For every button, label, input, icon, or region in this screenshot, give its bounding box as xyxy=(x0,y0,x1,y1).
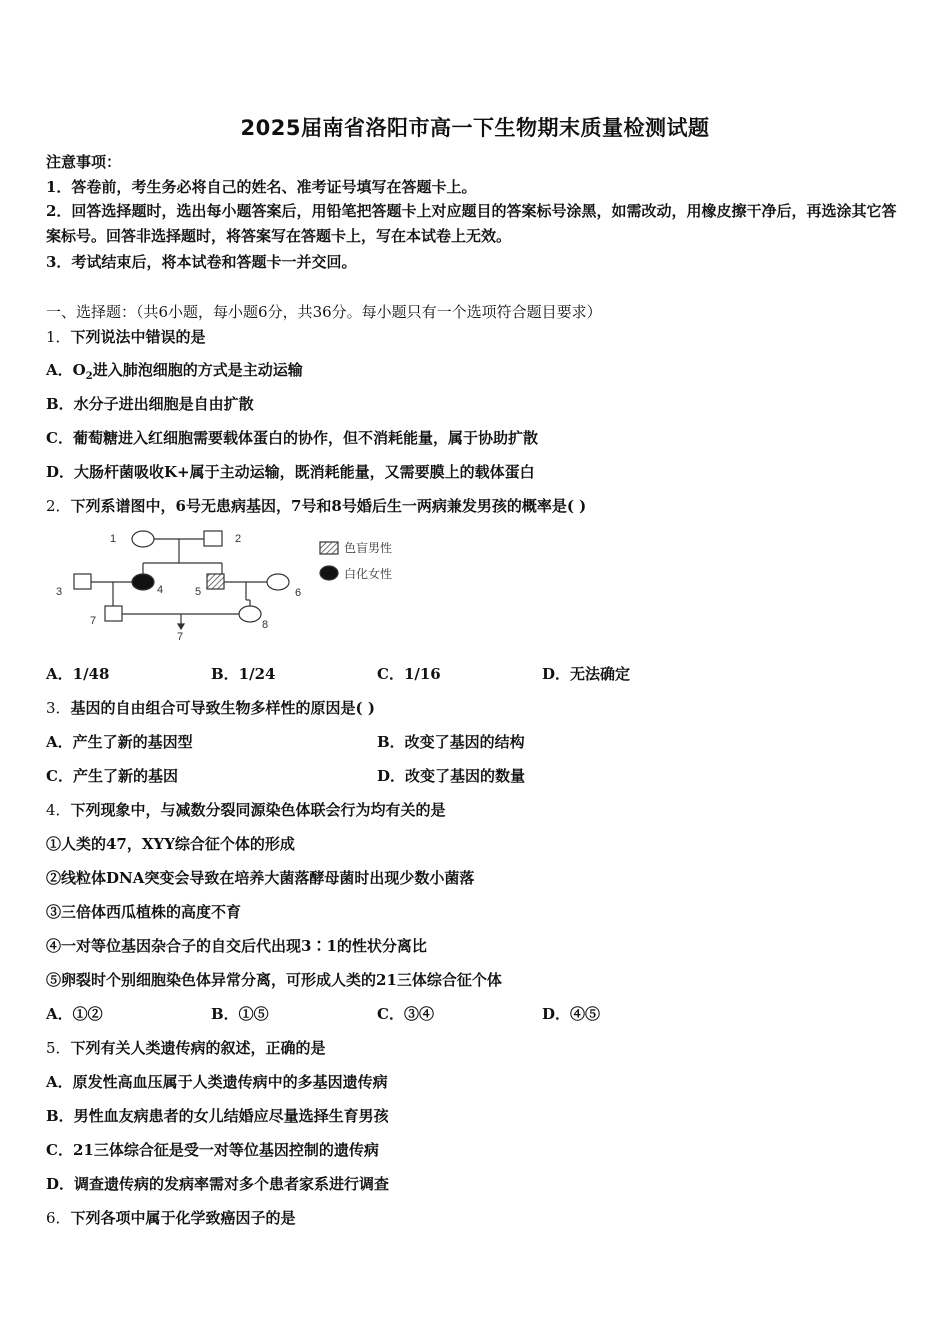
pedigree-label-2: 2 xyxy=(235,533,242,545)
pedigree-label-7: 7 xyxy=(90,615,97,627)
question-number: 5． xyxy=(46,1039,71,1057)
question-number: 6． xyxy=(46,1209,71,1227)
q4-option-d: D．④⑤ xyxy=(542,1005,601,1023)
question-1 xyxy=(46,327,206,347)
question-stem: 下列说法中错误的是 xyxy=(70,328,206,346)
q2-option-d: D．无法确定 xyxy=(542,665,631,683)
q4-option-b: B．①⑤ xyxy=(211,1005,269,1023)
q5-option-b: B．男性血友病患者的女儿结婚应尽量选择生育男孩 xyxy=(46,1107,389,1125)
question-stem: 下列有关人类遗传病的叙述，正确的是 xyxy=(70,1039,326,1057)
option-text: 进入肺泡细胞的方式是主动运输 xyxy=(92,361,303,379)
q4-option-a: A．①② xyxy=(46,1005,103,1023)
question-number: 3． xyxy=(46,699,71,717)
pedigree-chart xyxy=(46,528,436,646)
question-4 xyxy=(46,800,446,820)
notice-item-1: 1．答卷前，考生务必将自己的姓名、准考证号填写在答题卡上。 xyxy=(46,178,477,196)
pedigree-label-5: 5 xyxy=(195,586,202,598)
individual-3 xyxy=(74,574,91,589)
individual-2 xyxy=(204,531,222,546)
page-title: 2025届南省洛阳市高一下生物期末质量检测试题 xyxy=(240,116,710,140)
q5-option-a: A．原发性高血压属于人类遗传病中的多基因遗传病 xyxy=(46,1073,388,1091)
q4-item-2: ②线粒体DNA突变会导致在培养大菌落酵母菌时出现少数小菌落 xyxy=(46,869,475,887)
q1-option-a xyxy=(46,360,303,387)
individual-1 xyxy=(132,531,154,547)
pedigree-label-1: 1 xyxy=(110,533,117,545)
q2-option-b: B．1/24 xyxy=(211,665,276,683)
q3-option-b: B．改变了基因的结构 xyxy=(377,733,525,751)
q5-option-d: D．调查遗传病的发病率需对多个患者家系进行调查 xyxy=(46,1175,390,1193)
q3-option-a: A．产生了新的基因型 xyxy=(46,733,193,751)
subscript: 2 xyxy=(85,371,93,382)
notice-item-2: 2．回答选择题时，选出每小题答案后，用铅笔把答题卡上对应题目的答案标号涂黑，如需改动，用橡皮擦干净后，再选涂其它答案标号。回答非选择题时，将答案写在答题卡上，写在本试卷上无效。 xyxy=(46,202,897,245)
question-number: 4． xyxy=(46,801,71,819)
legend-filled-circle-icon xyxy=(320,566,338,580)
arrow-down-icon xyxy=(178,624,184,629)
question-stem: 下列各项中属于化学致癌因子的是 xyxy=(70,1209,296,1227)
legend-color-blind-male: 色盲男性 xyxy=(344,541,393,555)
q3-option-c: C．产生了新的基因 xyxy=(46,767,178,785)
option-text: A．O xyxy=(46,361,86,379)
q3-option-d: D．改变了基因的数量 xyxy=(377,767,526,785)
q4-item-3: ③三倍体西瓜植株的高度不育 xyxy=(46,903,242,921)
q4-item-1: ①人类的47，XYY综合征个体的形成 xyxy=(46,835,295,853)
question-3 xyxy=(46,698,375,718)
question-6 xyxy=(46,1208,296,1228)
individual-5 xyxy=(207,574,224,589)
q1-option-b: B．水分子进出细胞是自由扩散 xyxy=(46,395,254,413)
notice-item-3: 3．考试结束后，将本试卷和答题卡一并交回。 xyxy=(46,253,357,271)
q2-option-a: A．1/48 xyxy=(46,665,110,683)
question-5 xyxy=(46,1038,326,1058)
individual-7 xyxy=(105,606,122,621)
question-2 xyxy=(46,496,586,516)
q4-option-c: C．③④ xyxy=(377,1005,434,1023)
question-number: 1． xyxy=(46,328,71,346)
pedigree-label-offspring: 7 xyxy=(177,631,184,643)
q5-option-c: C．21三体综合征是受一对等位基因控制的遗传病 xyxy=(46,1141,379,1159)
legend-albino-female: 白化女性 xyxy=(344,567,393,581)
question-stem: 下列现象中，与减数分裂同源染色体联会行为均有关的是 xyxy=(70,801,446,819)
individual-8 xyxy=(239,606,261,622)
pedigree-label-3: 3 xyxy=(56,586,63,598)
question-stem: 基因的自由组合可导致生物多样性的原因是( ) xyxy=(70,699,375,717)
legend-hatched-square-icon xyxy=(320,542,338,554)
q1-option-c: C．葡萄糖进入红细胞需要载体蛋白的协作，但不消耗能量，属于协助扩散 xyxy=(46,429,538,447)
section-heading: 一、选择题：（共6小题，每小题6分，共36分。每小题只有一个选项符合题目要求） xyxy=(46,303,602,321)
individual-4 xyxy=(132,574,154,590)
q2-option-c: C．1/16 xyxy=(377,665,441,683)
q1-option-d: D．大肠杆菌吸收K+属于主动运输，既消耗能量，又需要膜上的载体蛋白 xyxy=(46,463,535,481)
q4-item-4: ④一对等位基因杂合子的自交后代出现3∶1的性状分离比 xyxy=(46,937,427,955)
question-stem: 下列系谱图中，6号无患病基因，7号和8号婚后生一两病兼发男孩的概率是( ) xyxy=(70,497,587,515)
q4-item-5: ⑤卵裂时个别细胞染色体异常分离，可形成人类的21三体综合征个体 xyxy=(46,971,502,989)
pedigree-label-8: 8 xyxy=(262,619,269,631)
pedigree-label-4: 4 xyxy=(157,584,164,596)
question-number: 2． xyxy=(46,497,71,515)
notice-heading: 注意事项： xyxy=(46,153,122,171)
individual-6 xyxy=(267,574,289,590)
pedigree-label-6: 6 xyxy=(295,587,302,599)
